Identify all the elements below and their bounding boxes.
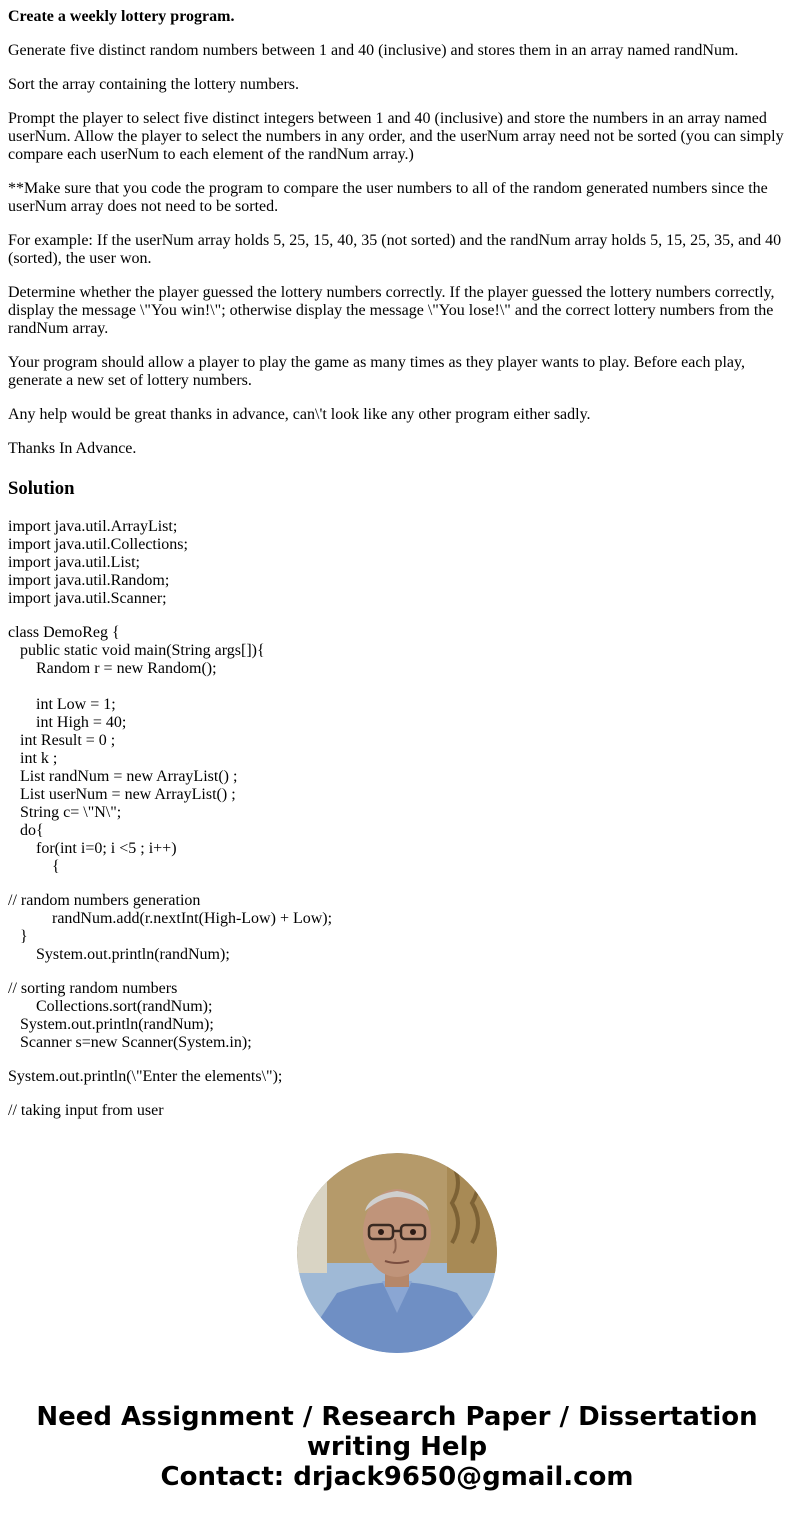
question-paragraph: Sort the array containing the lottery numbers. — [8, 76, 300, 93]
footer-banner — [0, 1402, 794, 1492]
question-paragraph: Thanks In Advance. — [8, 440, 137, 457]
question-title: Create a weekly lottery program. — [8, 8, 235, 25]
code-block: // taking input from user — [8, 1102, 164, 1119]
question-paragraph: Determine whether the player guessed the lottery numbers correctly. If the player guessed the lottery numbers correctly, display the message \"You win!\"; otherwise display the message \"You lose!\" and the correct lottery numbers from the randNum array. — [8, 284, 775, 337]
code-block: import java.util.ArrayList; import java.util.Collections; import java.util.List; import java.util.Random; import java.util.Scanner; — [8, 518, 188, 607]
question-paragraph: Generate five distinct random numbers between 1 and 40 (inclusive) and stores them in an array named randNum. — [8, 42, 739, 59]
question-paragraph: Any help would be great thanks in advance, can\'t look like any other program either sadly. — [8, 406, 591, 423]
question-paragraph: Your program should allow a player to play the game as many times as they player wants to play. Before each play, generate a new set of lottery numbers. — [8, 354, 745, 389]
question-paragraph: For example: If the userNum array holds 5, 25, 15, 40, 35 (not sorted) and the randNum array holds 5, 15, 25, 35, and 40 (sorted), the user won. — [8, 232, 782, 267]
code-block: // sorting random numbers Collections.sort(randNum); System.out.println(randNum); Scanner s=new Scanner(System.in); — [8, 980, 252, 1051]
code-block: System.out.println(\"Enter the elements\"); — [8, 1068, 283, 1085]
author-photo-icon — [297, 1153, 497, 1353]
footer-line: writing Help — [306, 1432, 488, 1462]
page-content — [8, 8, 788, 1120]
code-block: // random numbers generation randNum.add(r.nextInt(High-Low) + Low); } System.out.println(randNum); — [8, 892, 333, 963]
footer-line: Need Assignment / Research Paper / Dissertation — [36, 1402, 758, 1432]
footer-contact: Contact: drjack9650@gmail.com — [160, 1462, 634, 1492]
solution-heading: Solution — [8, 478, 75, 499]
code-block: class DemoReg { public static void main(String args[]){ Random r = new Random(); int Low = 1; int High = 40; int Result = 0 ; int k ; List randNum = new ArrayList() ; List userNum = new ArrayList() ; String c= \"N\"; do{ for(int i=0; i <5 ; i++) { — [8, 624, 265, 875]
author-avatar — [297, 1153, 497, 1353]
question-paragraph: Prompt the player to select five distinct integers between 1 and 40 (inclusive) and store the numbers in an array named userNum. Allow the player to select the numbers in any order, and the userNum array need not be sorted (you can simply compare each userNum to each element of the randNum array.) — [8, 110, 784, 163]
question-paragraph: **Make sure that you code the program to compare the user numbers to all of the random generated numbers since the userNum array does not need to be sorted. — [8, 180, 768, 215]
